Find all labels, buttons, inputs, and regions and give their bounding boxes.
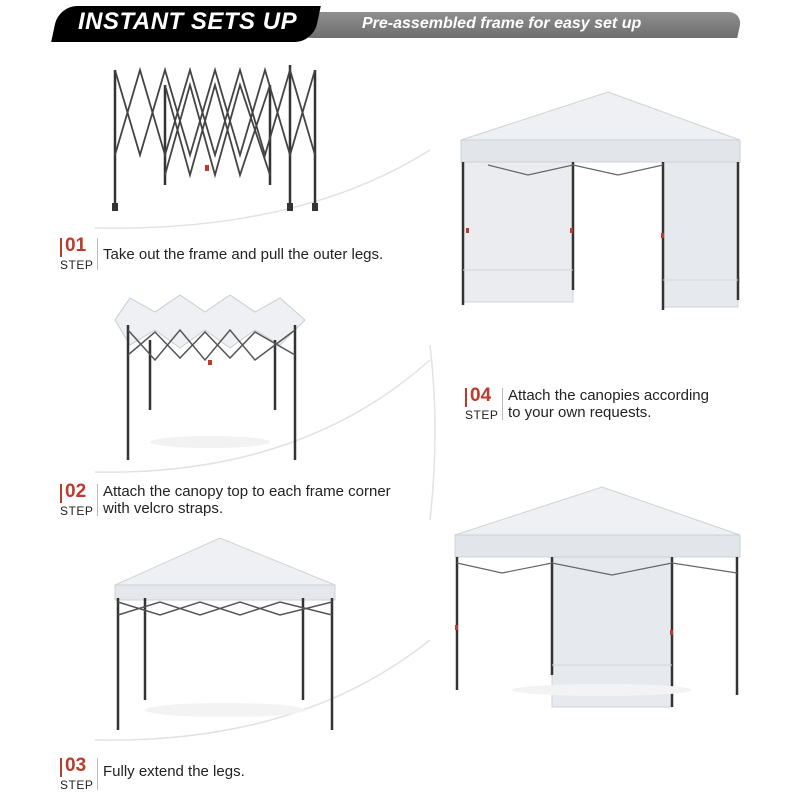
step-word: STEP [60, 258, 94, 272]
step-description-line: to your own requests. [508, 404, 652, 421]
step-number: 04 [470, 385, 492, 406]
step-accent-bar [465, 388, 467, 407]
step-description [508, 387, 788, 421]
canopy-one-wall-image [452, 485, 742, 710]
frame-canopy-attached-image [110, 290, 310, 470]
step-divider [97, 484, 98, 516]
step-description-line: Attach the canopy top to each frame corner [103, 483, 391, 500]
step-description-line: with velcro straps. [103, 500, 224, 517]
step-divider [502, 388, 503, 420]
step-accent-bar [60, 758, 62, 777]
step-accent-bar [60, 484, 62, 503]
frame-collapsed-image [105, 55, 325, 215]
step-word: STEP [60, 778, 94, 792]
step-divider [97, 758, 98, 790]
step-description [103, 763, 443, 780]
step-divider [97, 238, 98, 270]
step-number: 02 [65, 481, 87, 502]
canopy-two-walls-image [458, 90, 743, 310]
step-description-line: Attach the canopies according [508, 387, 709, 404]
step-number: 01 [65, 235, 87, 256]
step-description-line: Fully extend the legs. [103, 763, 245, 780]
canopy-extended-image [110, 535, 340, 735]
step-number: 03 [65, 755, 87, 776]
banner-subtitle: Pre-assembled frame for easy set up [362, 15, 642, 32]
step-word: STEP [465, 408, 499, 422]
step-word: STEP [60, 504, 94, 518]
step-description [103, 483, 443, 517]
step-description-line: Take out the frame and pull the outer legs. [103, 246, 384, 263]
banner-title: INSTANT SETS UP [78, 8, 298, 35]
step-description [103, 246, 443, 263]
step-accent-bar [60, 238, 62, 257]
